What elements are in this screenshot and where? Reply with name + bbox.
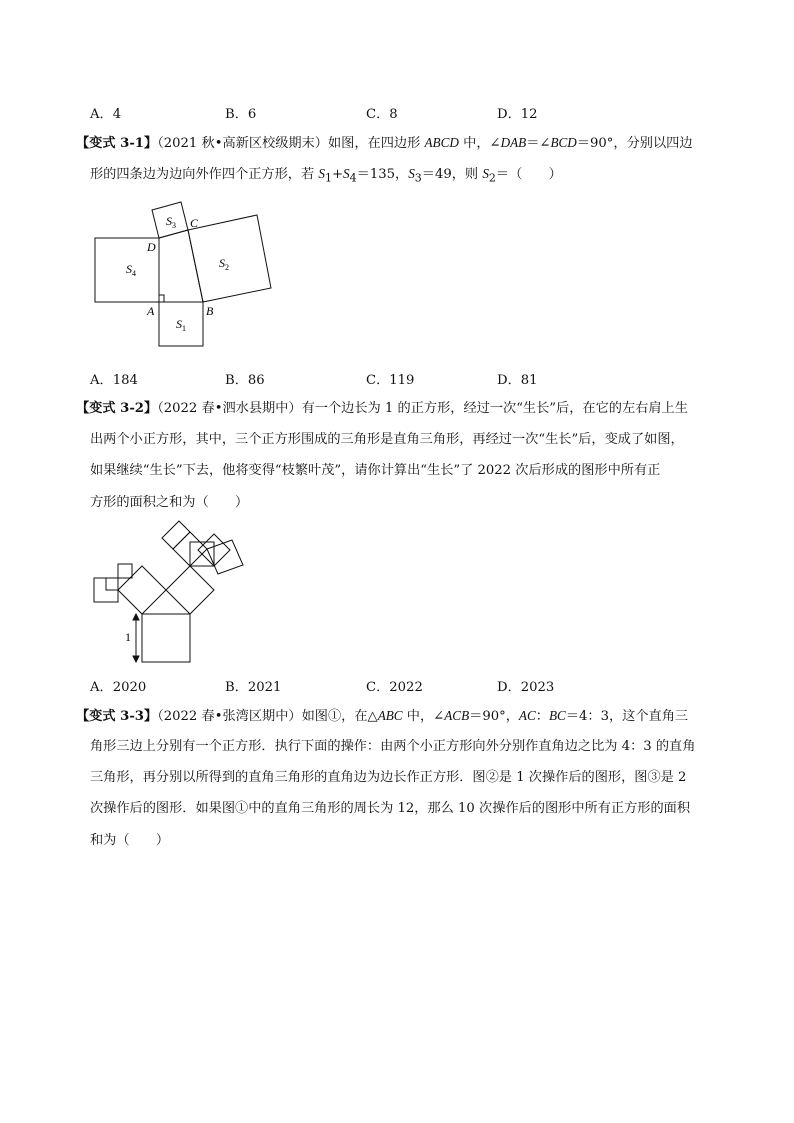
question-line: 形的四条边为边向外作四个正方形，若 $S_1+S_4=135$，$S_3=49$，则 $S_2=$（ ） bbox=[90, 166, 562, 185]
option-c[interactable]: C．2022 bbox=[366, 680, 423, 695]
question-line: 角形三边上分别有一个正方形．执行下面的操作：由两个小正方形向外分别作直角边之比为 4：3 的直角 bbox=[90, 739, 696, 754]
question-line: 【变式 3-2】（2022 春•泗水县期中）有一个边长为 1 的正方形，经过一次“生长”后，在它的左右肩上生 bbox=[76, 401, 688, 416]
question-tag: 【变式 3-3】 bbox=[76, 709, 158, 724]
option-c[interactable]: C．119 bbox=[366, 373, 415, 388]
question-line: 出两个小正方形，其中，三个正方形围成的三角形是直角三角形，再经过一次“生长”后，变成了如图， bbox=[90, 432, 684, 447]
question-line: 【变式 3-3】（2022 春•张湾区期中）如图①，在△ABC 中，∠ACB＝90°，AC：BC＝4：3，这个直角三 bbox=[76, 708, 689, 724]
label-c: C bbox=[190, 216, 199, 230]
option-a[interactable]: A．4 bbox=[90, 107, 122, 122]
label-a: A bbox=[147, 304, 155, 318]
question-line: 【变式 3-1】（2021 秋•高新区校级期末）如图，在四边形 ABCD 中，∠DAB＝∠BCD＝90°，分别以四边 bbox=[76, 135, 693, 151]
option-d[interactable]: D．12 bbox=[497, 107, 538, 122]
label-d: D bbox=[147, 240, 156, 254]
question-line: 和为（ ） bbox=[90, 833, 170, 848]
label-s2: $S_2$ bbox=[219, 256, 229, 272]
square-left-1 bbox=[118, 566, 166, 614]
option-b[interactable]: B．6 bbox=[225, 107, 257, 122]
question-tag: 【变式 3-1】 bbox=[76, 136, 158, 151]
square-right-1 bbox=[166, 566, 214, 614]
square-top-1 bbox=[162, 521, 190, 549]
square-left-2b bbox=[118, 564, 132, 578]
question-line: 三角形，再分别以所得到的直角三角形的直角边为边长作正方形．图②是 1 次操作后的图形，图③是 2 bbox=[90, 770, 687, 785]
option-a[interactable]: A．184 bbox=[90, 373, 138, 388]
square-left-2a bbox=[106, 578, 118, 590]
option-d[interactable]: D．81 bbox=[497, 373, 538, 388]
question-source: （2021 秋•高新区校级期末） bbox=[157, 136, 328, 151]
option-b[interactable]: B．86 bbox=[225, 373, 265, 388]
option-c[interactable]: C．8 bbox=[366, 107, 398, 122]
option-d[interactable]: D．2023 bbox=[497, 680, 555, 695]
label-s4: $S_4$ bbox=[126, 262, 136, 278]
question-tag: 【变式 3-2】 bbox=[76, 401, 158, 416]
option-b[interactable]: B．2021 bbox=[225, 680, 282, 695]
label-s3: $S_3$ bbox=[166, 214, 176, 230]
question-line: 次操作后的图形．如果图①中的直角三角形的周长为 12，那么 10 次操作后的图形中所有正方形的面积 bbox=[90, 801, 691, 816]
question-line: 如果继续“生长”下去，他将变得“枝繁叶茂”，请你计算出“生长”了 2022 次后形成的图形中所有正 bbox=[90, 463, 661, 478]
square-base bbox=[142, 614, 190, 662]
option-a[interactable]: A．2020 bbox=[90, 680, 147, 695]
question-line: 方形的面积之和为（ ） bbox=[90, 495, 249, 510]
label-s1: $S_1$ bbox=[176, 317, 186, 333]
side-length-label: 1 bbox=[125, 630, 131, 644]
label-b: B bbox=[206, 304, 214, 318]
